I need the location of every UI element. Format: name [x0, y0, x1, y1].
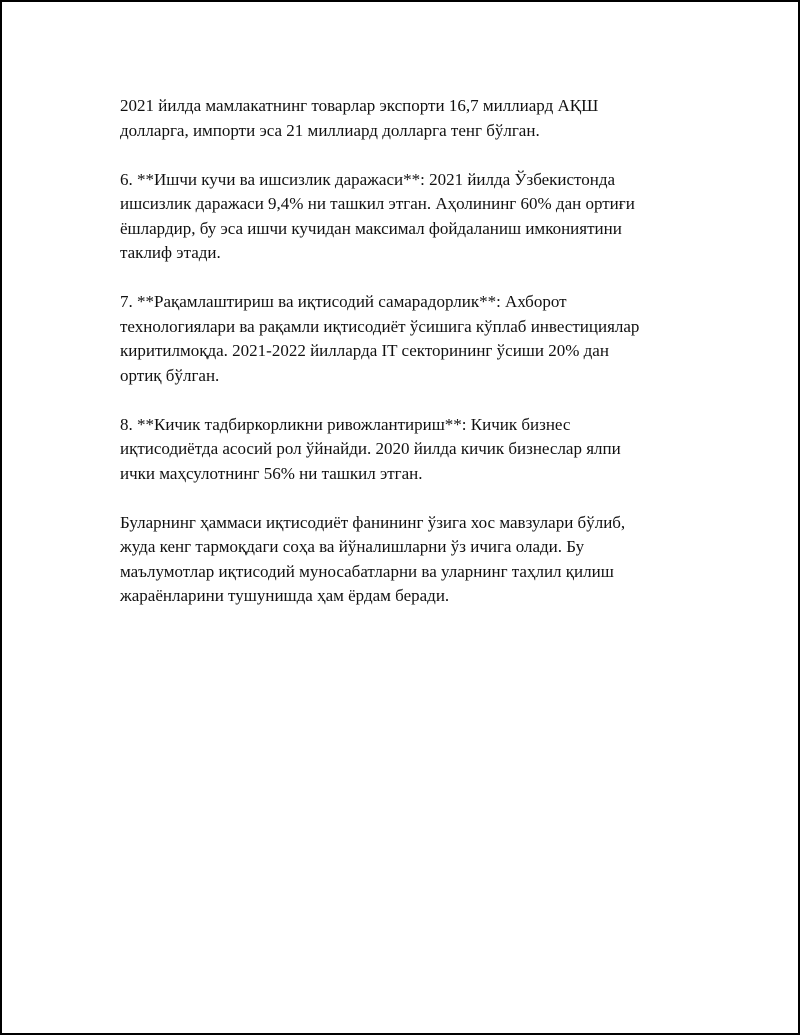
text-line: ортиқ бўлган. — [120, 365, 220, 385]
document-body — [120, 94, 720, 633]
paragraph-labor-unemployment — [120, 168, 720, 266]
text-line: таклиф этади. — [120, 243, 221, 262]
text-line: жуда кенг тармоқдаги соҳа ва йўналишларни ўз ичига олади. Бу — [120, 537, 585, 556]
text-line: ички маҳсулотнинг 56% ни ташкил этган. — [120, 463, 423, 483]
text-line: жараёнларини тушунишда ҳам ёрдам беради. — [120, 586, 450, 605]
text-line: Буларнинг ҳаммаси иқтисодиёт фанининг ўзига хос мавзулари бўлиб, — [120, 512, 626, 532]
text-line: ишсизлик даражаси 9,4% ни ташкил этган. Аҳолининг 60% дан ортиғи — [120, 194, 635, 213]
text-line: иқтисодиётда асосий рол ўйнайди. 2020 йилда кичик бизнеслар ялпи — [120, 439, 621, 458]
text-line: ёшлардир, бу эса ишчи кучидан максимал фойдаланиш имкониятини — [120, 218, 622, 238]
text-line: долларга, импорти эса 21 миллиард долларга тенг бўлган. — [120, 120, 540, 140]
paragraph-conclusion — [120, 511, 720, 609]
text-line: 8. **Кичик тадбиркорликни ривожлантириш**: Кичик бизнес — [120, 414, 571, 434]
text-line: киритилмоқда. 2021-2022 йилларда IT секторининг ўсиши 20% дан — [120, 341, 609, 360]
text-line: 2021 йилда мамлакатнинг товарлар экспорти 16,7 миллиард АҚШ — [120, 96, 599, 115]
text-line: маълумотлар иқтисодий муносабатларни ва уларнинг таҳлил қилиш — [120, 561, 614, 581]
paragraph-exports-imports — [120, 94, 720, 143]
text-line: технологиялари ва рақамли иқтисодиёт ўсишига кўплаб инвестициялар — [120, 316, 640, 336]
text-line: 6. **Ишчи кучи ва ишсизлик даражаси**: 2021 йилда Ўзбекистонда — [120, 169, 616, 189]
paragraph-small-business — [120, 413, 720, 487]
text-line: 7. **Рақамлаштириш ва иқтисодий самарадорлик**: Ахборот — [120, 292, 567, 311]
paragraph-digitalization — [120, 290, 720, 388]
